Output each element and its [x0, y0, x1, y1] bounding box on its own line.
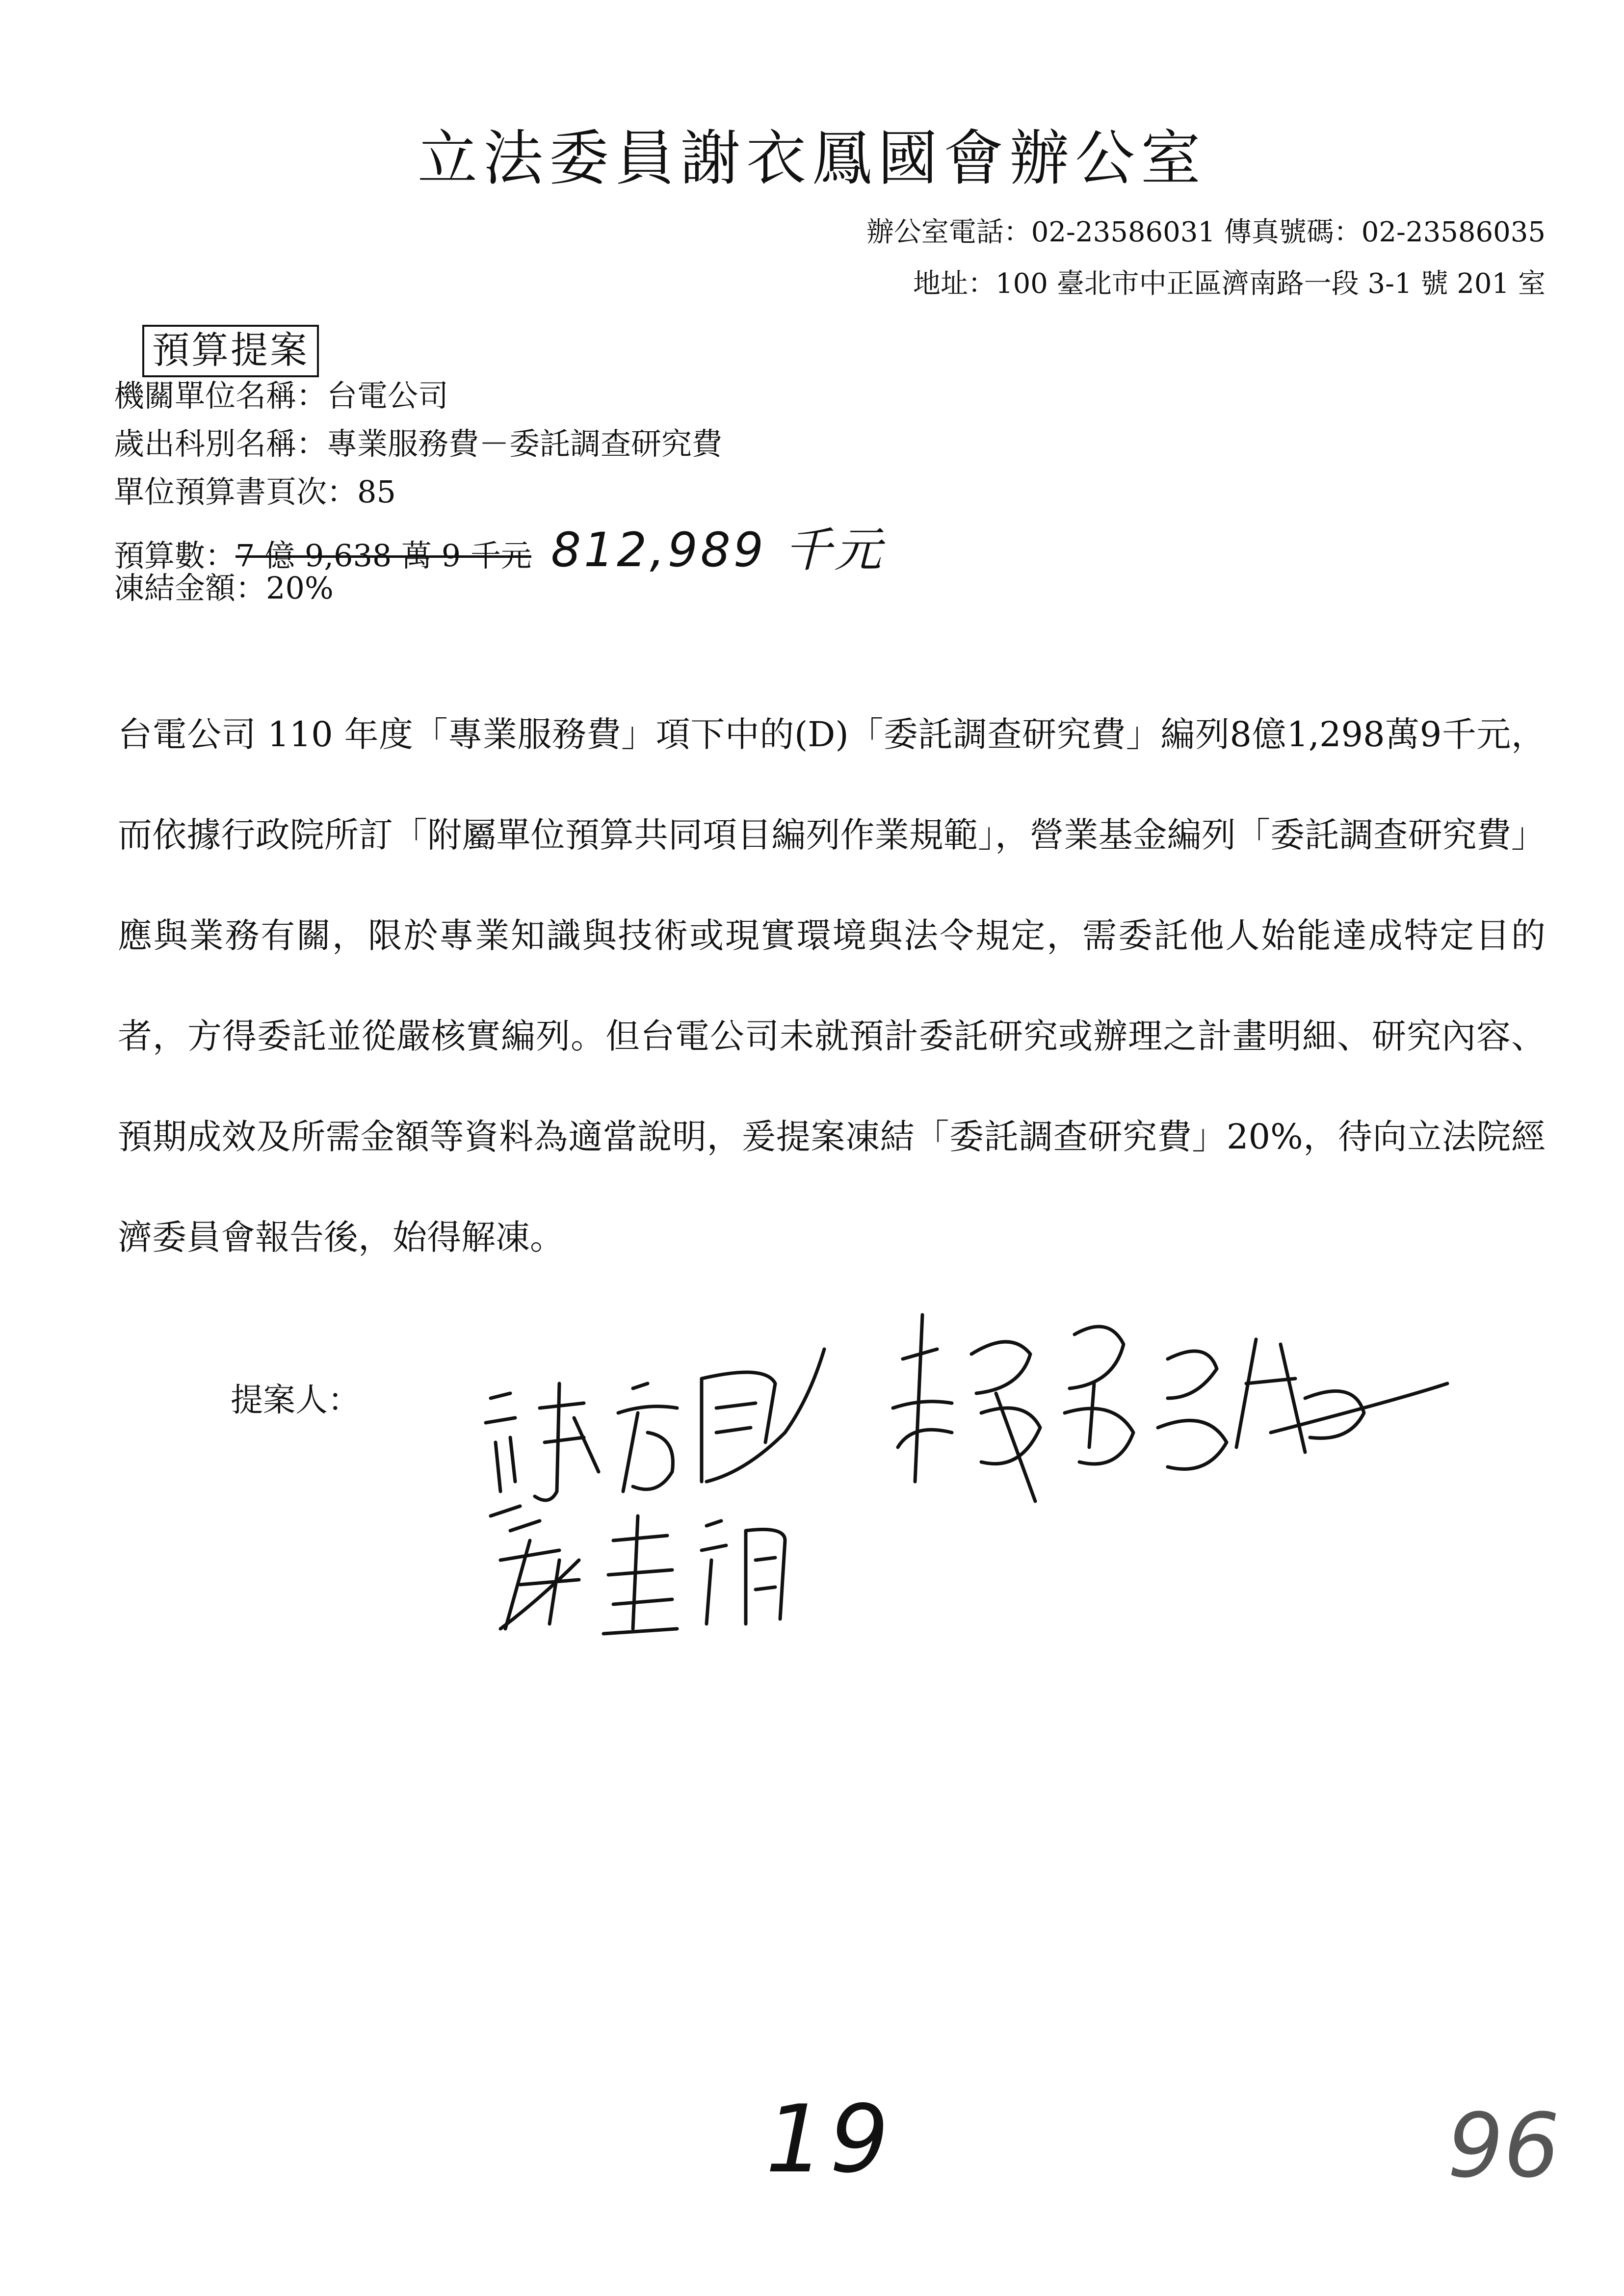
- proposer-label: 提案人：: [231, 1381, 360, 1419]
- proposal-type-badge: 預算提案: [142, 325, 319, 377]
- proposal-body: 台電公司 110 年度「專業服務費」項下中的(D)「委託調查研究費」編列8億1,298萬9千元，而依據行政院所訂「附屬單位預算共同項目編列作業規範」，營業基金編列「委託調查研究費」應與業務有關，限於專業知識與技術或現實環境與法令規定，需委託他人始能達成特定目的者，方得委託並從嚴核實編列。但台電公司未就預計委託研究或辦理之計畫明細、研究內容、預期成效及所需金額等資料為適當說明，爰提案凍結「委託調查研究費」20%，待向立法院經濟委員會報告後，始得解凍。: [118, 714, 1545, 1257]
- budget-label: 預算數：: [114, 538, 236, 574]
- signatures: [471, 1285, 1482, 1639]
- page-number: 19: [765, 2085, 894, 2193]
- office-title: 立法委員謝衣鳳國會辦公室: [418, 124, 1206, 193]
- agency-name: 機關單位名稱：台電公司: [114, 378, 449, 414]
- contact-phone-fax: 辦公室電話：02-23586031 傳真號碼：02-23586035: [866, 216, 1545, 248]
- signature-1: [486, 1349, 824, 1516]
- contact-address: 地址：100 臺北市中正區濟南路一段 3-1 號 201 室: [913, 268, 1545, 300]
- budget-page-ref: 單位預算書頁次：85: [114, 474, 396, 510]
- corner-page-number: 96: [1447, 2095, 1560, 2197]
- freeze-amount: 凍結金額：20%: [114, 570, 334, 606]
- budget-handwritten-amount: 812,989 千元: [550, 522, 885, 577]
- budget-item-name: 歲出科別名稱：專業服務費－委託調查研究費: [114, 426, 723, 462]
- budget-struck-amount: 7 億 9,638 萬 9 千元: [236, 538, 531, 574]
- signature-2: [893, 1315, 1447, 1501]
- signature-3: [500, 1516, 785, 1634]
